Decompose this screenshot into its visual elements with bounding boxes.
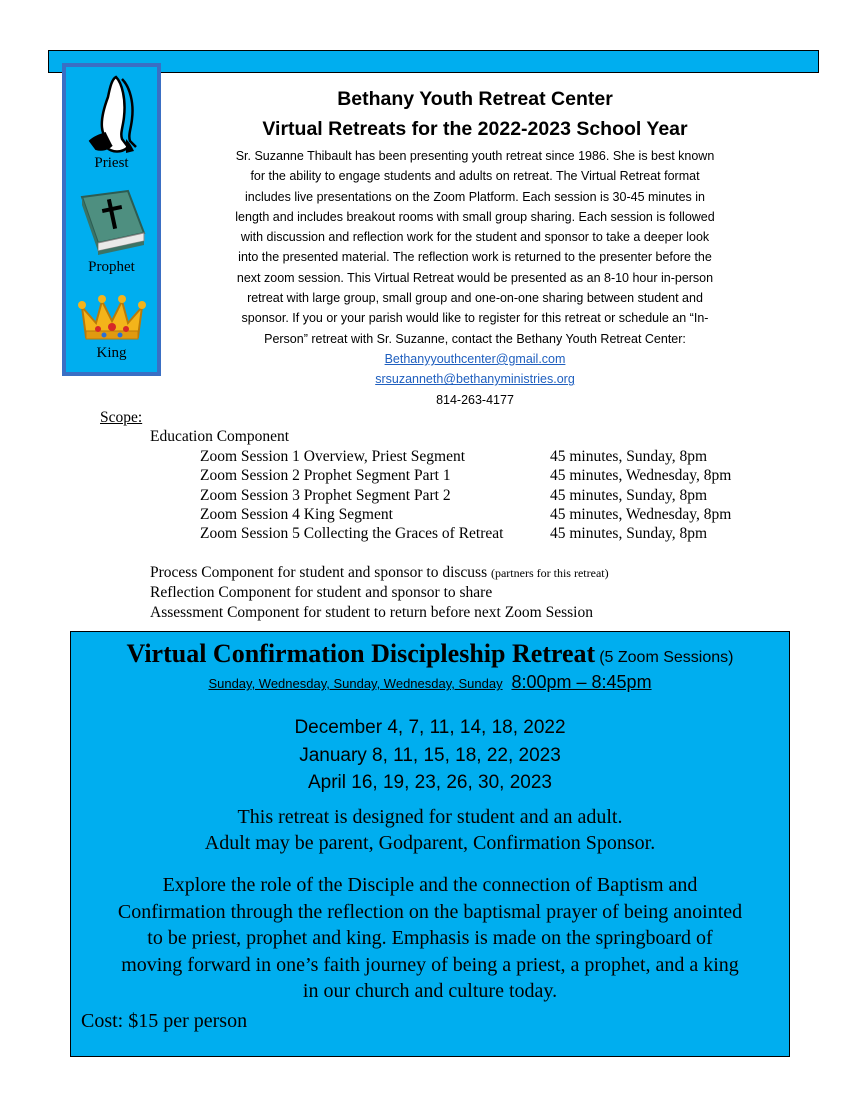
session-name: Zoom Session 5 Collecting the Graces of Retreat (200, 525, 504, 543)
reflection-component: Reflection Component for student and sponsor to share (150, 584, 493, 602)
retreat-dates (71, 714, 789, 797)
assessment-component: Assessment Component for student to return before next Zoom Session (150, 603, 593, 621)
education-component-label: Education Component (150, 428, 290, 445)
intro-line: next zoom session. This Virtual Retreat would be presented as an 8-10 hour in-person (236, 270, 714, 285)
phone-number: 814-263-4177 (436, 392, 514, 407)
date-line: April 16, 19, 23, 26, 30, 2023 (307, 772, 552, 793)
list-item (200, 487, 800, 506)
retreat-title-note: (5 Zoom Sessions) (599, 649, 734, 666)
intro-line: includes live presentations on the Zoom Platform. Each session is 30-45 minutes in (245, 189, 705, 204)
praying-hands-icon (66, 73, 157, 160)
retreat-title-text: Virtual Confirmation Discipleship Retreat (126, 639, 596, 668)
retreat-time: 8:00pm – 8:45pm (511, 672, 652, 692)
description-line: Explore the role of the Disciple and the connection of Baptism and (162, 874, 698, 896)
intro-line: Sr. Suzanne Thibault has been presenting youth retreat since 1986. She is best known (235, 149, 715, 163)
sidebar-item-label: Prophet (88, 259, 135, 275)
list-item (200, 525, 800, 544)
list-item (200, 448, 800, 467)
priest-prophet-king-panel (62, 63, 161, 376)
intro-line: with discussion and reflection work for the student and sponsor to take a deeper look (240, 230, 710, 245)
intro-line: sponsor. If you or your parish would like to register for this retreat or schedule an “In- (241, 311, 709, 326)
retreat-description (79, 872, 781, 1005)
session-name: Zoom Session 1 Overview, Priest Segment (200, 448, 466, 465)
email-link-srsuzanne[interactable]: srsuzanneth@bethanyministries.org (375, 372, 575, 387)
page-subtitle: Virtual Retreats for the 2022-2023 School Year (262, 118, 688, 140)
description-line: moving forward in one’s faith journey of being a priest, a prophet, and a king (121, 953, 739, 976)
process-component-note: (partners for this retreat) (490, 566, 609, 580)
audience-line: Adult may be parent, Godparent, Confirmation Sponsor. (204, 832, 656, 854)
session-time: 45 minutes, Sunday, 8pm (550, 448, 708, 465)
session-name: Zoom Session 3 Prophet Segment Part 2 (200, 486, 451, 504)
date-line: January 8, 11, 15, 18, 22, 2023 (299, 744, 561, 766)
intro-line: length and includes breakout rooms with small group sharing. Each session is followed (235, 209, 715, 224)
sidebar-item-label: Priest (94, 155, 129, 171)
crown-icon (66, 293, 157, 350)
retreat-days: Sunday, Wednesday, Sunday, Wednesday, Sunday (208, 676, 503, 691)
session-name: Zoom Session 4 King Segment (200, 505, 393, 523)
retreat-schedule (71, 672, 789, 693)
intro-paragraph (190, 146, 760, 349)
scope-label: Scope: (100, 409, 143, 426)
page-title: Bethany Youth Retreat Center (337, 88, 613, 110)
description-line: Confirmation through the reflection on the baptismal prayer of being anointed (117, 900, 743, 923)
top-banner-bar (48, 50, 819, 73)
intro-line: for the ability to engage students and adults on retreat. The Virtual Retreat format (250, 169, 700, 184)
session-list (200, 448, 800, 544)
retreat-info-box (70, 631, 790, 1057)
process-component (150, 563, 609, 583)
list-item (200, 506, 800, 525)
date-line: December 4, 7, 11, 14, 18, 2022 (294, 717, 566, 738)
email-link-bethany[interactable]: Bethanyyouthcenter@gmail.com (384, 351, 566, 366)
sidebar-item-label: King (96, 345, 127, 361)
session-time: 45 minutes, Sunday, 8pm (550, 486, 708, 504)
components-list (150, 563, 609, 622)
session-time: 45 minutes, Wednesday, 8pm (550, 467, 732, 485)
bible-icon (66, 189, 157, 260)
header-section (190, 84, 760, 410)
session-time: 45 minutes, Wednesday, 8pm (550, 505, 732, 523)
intro-line: retreat with large group, small group and one-on-one sharing between student and (247, 291, 703, 306)
intro-line: Person” retreat with Sr. Suzanne, contact the Bethany Youth Retreat Center: (264, 331, 686, 346)
audience-line: This retreat is designed for student and an adult. (237, 806, 623, 828)
description-line: to be priest, prophet and king. Emphasis is made on the springboard of (147, 927, 713, 949)
list-item (200, 467, 800, 486)
process-component-text: Process Component for student and sponsor to discuss (150, 564, 488, 581)
session-name: Zoom Session 2 Prophet Segment Part 1 (200, 467, 451, 485)
intro-line: into the presented material. The reflection work is returned to the presenter before the (238, 250, 712, 265)
description-line: in our church and culture today. (302, 980, 558, 1002)
session-time: 45 minutes, Sunday, 8pm (550, 525, 708, 543)
retreat-audience (71, 804, 789, 856)
retreat-cost: Cost: $15 per person (81, 1010, 248, 1032)
retreat-title (71, 639, 789, 669)
